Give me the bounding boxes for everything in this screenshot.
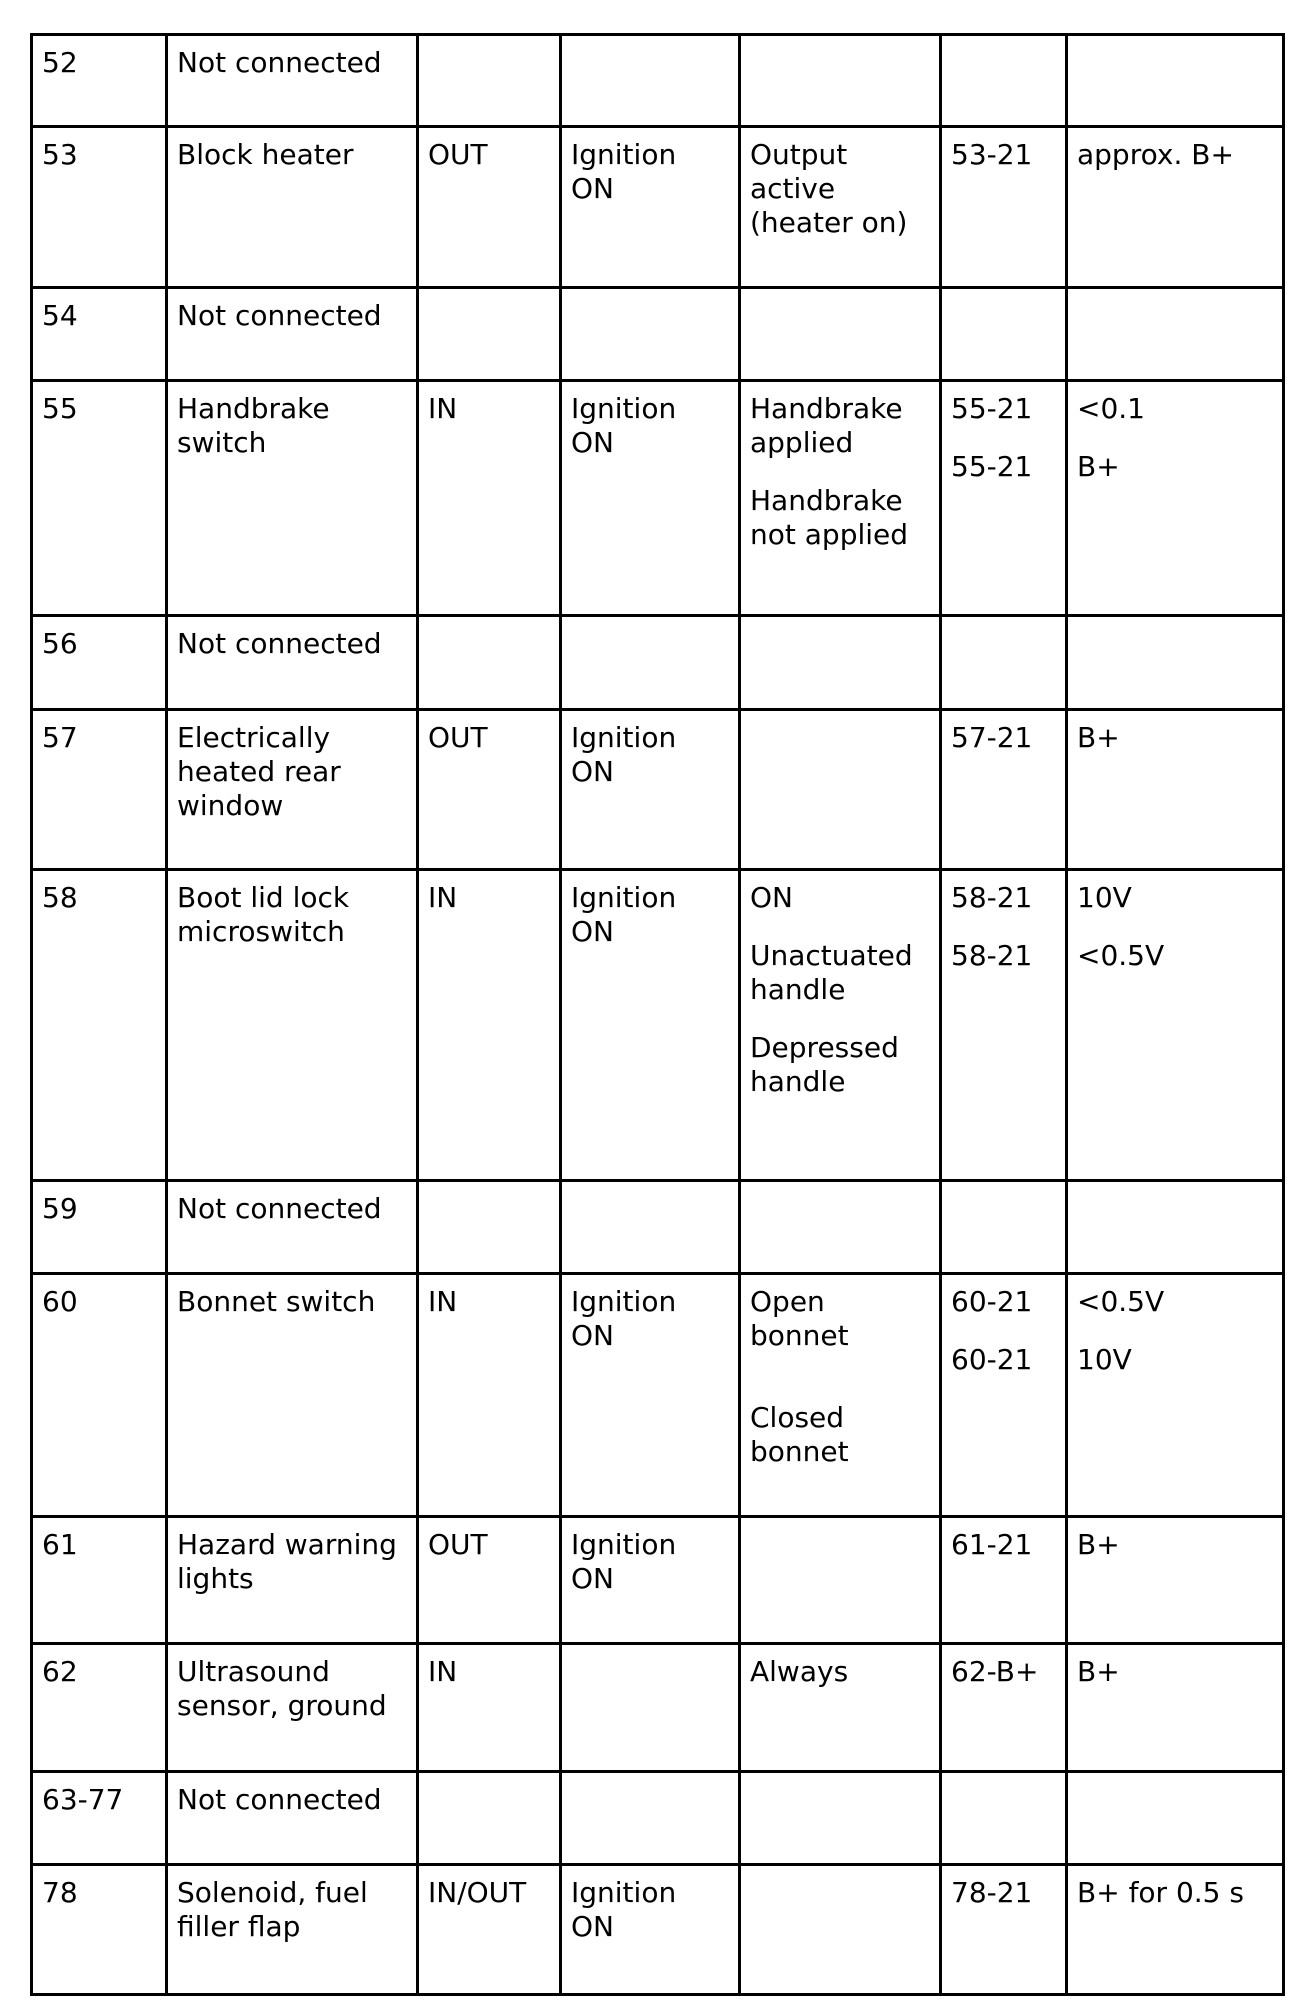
condition-cell [561,1274,740,1517]
measuring-point-cell [941,1644,1067,1772]
description-cell [167,616,418,710]
cell-text-line: 10V [1077,881,1132,914]
state-cell [740,710,941,870]
cell-text-line: <0.1 [1077,392,1145,425]
description-cell [167,1644,418,1772]
description-cell [167,1181,418,1274]
cell-text-line: ON [571,426,614,459]
value-cell [1067,616,1284,710]
description-cell [167,1772,418,1865]
cell-text-line: approx. B+ [1077,138,1234,171]
cell-text-line: ON [571,915,614,948]
pin-number-cell [32,870,167,1181]
table-row [32,127,1284,288]
cell-text: 62 [42,1655,78,1688]
measuring-point-cell [941,35,1067,127]
cell-text-line: B+ for 0.5 s [1077,1876,1244,1909]
table-row [32,288,1284,381]
cell-text-line: Handbrake [177,392,330,425]
cell-text-line: ON [571,1910,614,1943]
cell-text-line: <0.5V [1077,939,1165,972]
table-row [32,381,1284,616]
direction-cell [418,288,561,381]
description-cell [167,288,418,381]
pin-number-cell [32,1644,167,1772]
value-cell [1067,35,1284,127]
cell-text-line: B+ [1077,450,1120,483]
cell-text-line: handle [750,973,846,1006]
cell-text: 53 [42,138,78,171]
cell-text-line: Ignition [571,1876,677,1909]
measuring-point-cell [941,1181,1067,1274]
direction-cell [418,35,561,127]
condition-cell [561,288,740,381]
table-row [32,1644,1284,1772]
cell-text-line: microswitch [177,915,345,948]
cell-text-line: window [177,789,284,822]
condition-cell [561,1644,740,1772]
measuring-point-cell [941,1274,1067,1517]
value-cell [1067,1181,1284,1274]
cell-text-line: bonnet [750,1435,849,1468]
table-row [32,870,1284,1181]
cell-text-line: not applied [750,518,909,551]
cell-text-line: Ultrasound [177,1655,330,1688]
direction-cell [418,710,561,870]
measuring-point-cell [941,1517,1067,1644]
cell-text-line: ON [571,172,614,205]
line-spacer [750,460,931,484]
pin-table [30,33,1285,1996]
cell-text: 78 [42,1876,78,1909]
table-row [32,1517,1284,1644]
cell-text-line: Unactuated [750,939,913,972]
line-spacer [750,1377,931,1401]
cell-text-line: 57-21 [951,721,1033,754]
cell-text-line: B+ [1077,1528,1120,1561]
cell-text: 58 [42,881,78,914]
measuring-point-cell [941,1865,1067,1995]
cell-text-line: (heater on) [750,206,908,239]
pin-number-cell [32,35,167,127]
state-cell [740,381,941,616]
pin-number-cell [32,1865,167,1995]
description-cell [167,381,418,616]
direction-cell [418,127,561,288]
cell-text-line: handle [750,1065,846,1098]
direction-cell [418,1644,561,1772]
cell-text-line: Not connected [177,46,382,79]
cell-text-line: sensor, ground [177,1689,387,1722]
pin-number-cell [32,1274,167,1517]
pin-number-cell [32,1772,167,1865]
cell-text-line: lights [177,1562,254,1595]
cell-text-line: <0.5V [1077,1285,1165,1318]
condition-cell [561,1181,740,1274]
description-cell [167,35,418,127]
pin-number-cell [32,381,167,616]
cell-text-line: Not connected [177,627,382,660]
measuring-point-cell [941,127,1067,288]
cell-text-line: Depressed [750,1031,899,1064]
cell-text-line: Handbrake [750,392,903,425]
cell-text-line: Open bonnet [750,1285,849,1352]
measuring-point-cell [941,288,1067,381]
condition-cell [561,35,740,127]
cell-text: 60 [42,1285,78,1318]
cell-text-line: ON [750,881,793,914]
line-spacer [951,915,1057,939]
cell-text-line: Electrically [177,721,331,754]
value-cell [1067,1644,1284,1772]
cell-text: 56 [42,627,78,660]
direction-cell [418,870,561,1181]
line-spacer [750,1353,931,1377]
pin-table-body [32,35,1284,1995]
cell-text-line: Ignition [571,392,677,425]
cell-text: OUT [428,138,488,171]
direction-cell [418,616,561,710]
cell-text: IN [428,1655,458,1688]
table-row [32,1181,1284,1274]
cell-text-line: Ignition [571,138,677,171]
cell-text-line: Block heater [177,138,354,171]
state-cell [740,1772,941,1865]
cell-text: 57 [42,721,78,754]
cell-text-line: 62-B+ [951,1655,1039,1688]
state-cell [740,1274,941,1517]
line-spacer [1077,915,1274,939]
measuring-point-cell [941,710,1067,870]
cell-text-line: applied [750,426,854,459]
value-cell [1067,870,1284,1181]
direction-cell [418,1772,561,1865]
table-row [32,1772,1284,1865]
cell-text: 61 [42,1528,78,1561]
cell-text-line: Ignition [571,721,677,754]
cell-text-line: Hazard warning [177,1528,397,1561]
direction-cell [418,1865,561,1995]
cell-text-line: Ignition [571,1528,677,1561]
line-spacer [1077,426,1274,450]
table-row [32,1865,1284,1995]
line-spacer [1077,1319,1274,1343]
cell-text-line: 55-21 [951,450,1033,483]
cell-text-line: filler flap [177,1910,301,1943]
cell-text-line: 58-21 [951,939,1033,972]
cell-text-line: ON [571,1319,614,1352]
cell-text-line: 55-21 [951,392,1033,425]
description-cell [167,870,418,1181]
value-cell [1067,1517,1284,1644]
cell-text-line: ON [571,755,614,788]
value-cell [1067,127,1284,288]
cell-text: IN/OUT [428,1876,527,1909]
table-row [32,35,1284,127]
cell-text-line: heated rear [177,755,341,788]
table-row [32,616,1284,710]
state-cell [740,127,941,288]
description-cell [167,710,418,870]
pin-number-cell [32,288,167,381]
table-row [32,710,1284,870]
direction-cell [418,1181,561,1274]
measuring-point-cell [941,870,1067,1181]
value-cell [1067,710,1284,870]
cell-text-line: Ignition [571,881,677,914]
cell-text-line: Bonnet switch [177,1285,376,1318]
direction-cell [418,1517,561,1644]
pin-number-cell [32,1181,167,1274]
cell-text-line: 78-21 [951,1876,1033,1909]
description-cell [167,1274,418,1517]
description-cell [167,127,418,288]
state-cell [740,1517,941,1644]
condition-cell [561,127,740,288]
cell-text-line: 61-21 [951,1528,1033,1561]
cell-text-line: Always [750,1655,849,1688]
cell-text-line: 60-21 [951,1343,1033,1376]
cell-text-line: Not connected [177,1783,382,1816]
cell-text-line: Handbrake [750,484,903,517]
cell-text: 59 [42,1192,78,1225]
condition-cell [561,870,740,1181]
cell-text-line: ON [571,1562,614,1595]
cell-text-line: B+ [1077,721,1120,754]
condition-cell [561,616,740,710]
cell-text-line: Solenoid, fuel [177,1876,368,1909]
pin-number-cell [32,127,167,288]
value-cell [1067,1772,1284,1865]
cell-text-line: B+ [1077,1655,1120,1688]
condition-cell [561,1772,740,1865]
state-cell [740,870,941,1181]
cell-text: 55 [42,392,78,425]
pin-number-cell [32,1517,167,1644]
cell-text: IN [428,881,458,914]
pin-number-cell [32,616,167,710]
cell-text-line: 60-21 [951,1285,1033,1318]
state-cell [740,1865,941,1995]
cell-text: IN [428,392,458,425]
cell-text-line: active [750,172,836,205]
pin-number-cell [32,710,167,870]
line-spacer [951,426,1057,450]
state-cell [740,35,941,127]
cell-text: OUT [428,1528,488,1561]
line-spacer [750,1007,931,1031]
cell-text-line: 10V [1077,1343,1132,1376]
cell-text-line: 58-21 [951,881,1033,914]
cell-text: OUT [428,721,488,754]
table-row [32,1274,1284,1517]
value-cell [1067,1865,1284,1995]
condition-cell [561,710,740,870]
cell-text: 52 [42,46,78,79]
cell-text: 63-77 [42,1783,124,1816]
measuring-point-cell [941,1772,1067,1865]
cell-text-line: 53-21 [951,138,1033,171]
state-cell [740,1181,941,1274]
state-cell [740,616,941,710]
direction-cell [418,1274,561,1517]
description-cell [167,1517,418,1644]
cell-text: IN [428,1285,458,1318]
condition-cell [561,381,740,616]
cell-text-line: switch [177,426,267,459]
value-cell [1067,1274,1284,1517]
description-cell [167,1865,418,1995]
condition-cell [561,1517,740,1644]
state-cell [740,1644,941,1772]
value-cell [1067,288,1284,381]
value-cell [1067,381,1284,616]
measuring-point-cell [941,616,1067,710]
cell-text: 54 [42,299,78,332]
cell-text-line: Not connected [177,299,382,332]
condition-cell [561,1865,740,1995]
cell-text-line: Output [750,138,848,171]
cell-text-line: Closed [750,1401,845,1434]
line-spacer [951,1319,1057,1343]
cell-text-line: Ignition [571,1285,677,1318]
direction-cell [418,381,561,616]
cell-text-line: Not connected [177,1192,382,1225]
line-spacer [750,915,931,939]
measuring-point-cell [941,381,1067,616]
cell-text-line: Boot lid lock [177,881,350,914]
state-cell [740,288,941,381]
